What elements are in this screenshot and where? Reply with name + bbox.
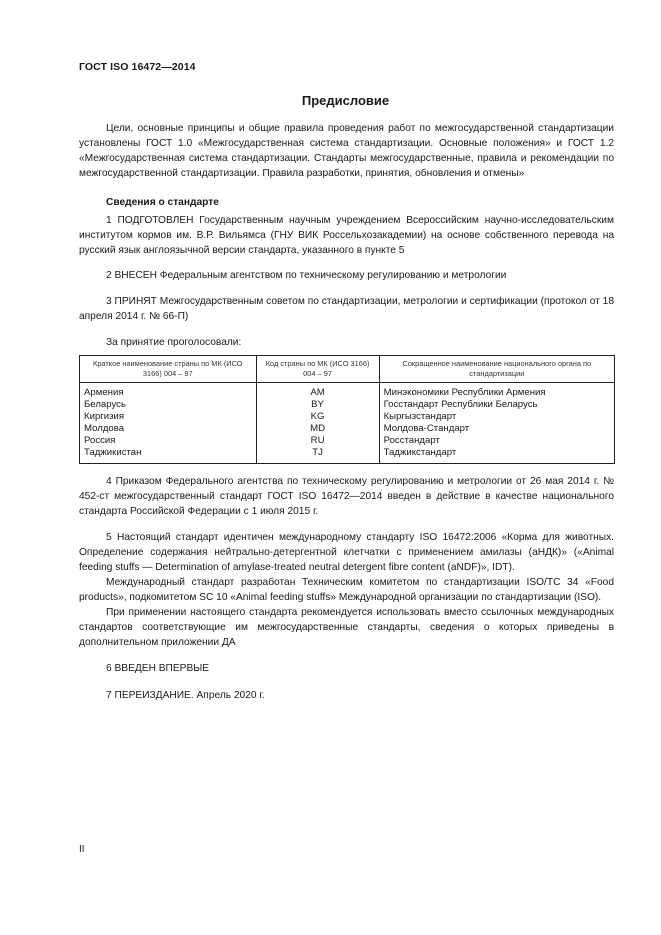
voting-table [79, 355, 615, 464]
item-5-text-a: 5 Настоящий стандарт идентичен международному стандарту ISO 16472:2006 «Корма для животных. Определение содержания нейтрально-детергентной клетчатки с применением амилазы (аНДК)» («Animal feeding stuffs — Determination of amylase-treated neutral detergent fibre content (aNDF)», IDT). [79, 532, 614, 573]
table-cell-body: Таджикстандарт [379, 447, 614, 464]
table-cell-code: MD [256, 423, 379, 435]
item-7 [79, 688, 614, 703]
table-row [80, 411, 615, 423]
item-1 [79, 213, 614, 258]
item-3 [79, 294, 614, 324]
table-row [80, 383, 615, 400]
item-5-text-c: При применении настоящего стандарта рекомендуется использовать вместо ссылочных международных стандартов соответствующие им межгосударственные стандарты, сведения о которых приведены в дополнительном приложении ДА [79, 607, 614, 648]
table-row [80, 435, 615, 447]
item-5-text-b: Международный стандарт разработан Техническим комитетом по стандартизации ISO/TC 34 «Food products», подкомитетом SC 10 «Animal feeding stuffs» Международной организации по стандартизации (ISO). [79, 577, 614, 603]
vote-intro-text: За принятие проголосовали: [106, 337, 242, 348]
table-cell-country: Беларусь [80, 399, 257, 411]
table-cell-country: Россия [80, 435, 257, 447]
table-cell-code: TJ [256, 447, 379, 464]
item-5 [79, 530, 614, 650]
table-cell-country: Киргизия [80, 411, 257, 423]
table-header-code: Код страны по МК (ИСО 3166) 004 – 97 [256, 356, 379, 383]
section-heading-block [79, 195, 614, 210]
table-cell-code: KG [256, 411, 379, 423]
table-cell-body: Минэкономики Республики Армения [379, 383, 614, 400]
table-row [80, 447, 615, 464]
table-cell-country: Армения [80, 383, 257, 400]
vote-intro [79, 335, 614, 350]
item-4-text: 4 Приказом Федерального агентства по техническому регулированию и метрологии от 26 мая 2014 г. № 452-ст межгосударственный стандарт ГОСТ ISO 16472—2014 введен в действие в качестве национального стандарта Российской Федерации с 1 июля 2015 г. [79, 476, 614, 517]
table-cell-body: Молдова-Стандарт [379, 423, 614, 435]
item-6-text: 6 ВВЕДЕН ВПЕРВЫЕ [106, 663, 210, 674]
item-6 [79, 661, 614, 676]
item-2 [79, 268, 614, 283]
table-cell-code: BY [256, 399, 379, 411]
table-header-country: Краткое наименование страны по МК (ИСО 3166) 004 – 97 [80, 356, 257, 383]
table-cell-code: AM [256, 383, 379, 400]
table-row [80, 423, 615, 435]
item-2-text: 2 ВНЕСЕН Федеральным агентством по техническому регулированию и метрологии [106, 270, 507, 281]
page-number: II [79, 844, 85, 855]
section-heading: Сведения о стандарте [106, 197, 219, 208]
table-cell-country: Таджикистан [80, 447, 257, 464]
table-row [80, 399, 615, 411]
table-cell-body: Кыргызстандарт [379, 411, 614, 423]
item-3-text: 3 ПРИНЯТ Межгосударственным советом по стандартизации, метрологии и сертификации (протокол от 18 апреля 2014 г. № 66-П) [79, 296, 614, 322]
item-1-text: 1 ПОДГОТОВЛЕН Государственным научным учреждением Всероссийским научно-исследовательским институтом кормов им. В.Р. Вильямса (ГНУ ВИК Россельхозакадемии) на основе собственного перевода на русский язык англоязычной версии стандарта, указанного в пункте 5 [79, 215, 614, 256]
item-7-text: 7 ПЕРЕИЗДАНИЕ. Апрель 2020 г. [106, 690, 265, 701]
table-cell-code: RU [256, 435, 379, 447]
intro-paragraph [79, 121, 614, 181]
table-cell-body: Росстандарт [379, 435, 614, 447]
document-code: ГОСТ ISO 16472—2014 [79, 61, 196, 73]
item-4 [79, 474, 614, 519]
page-title: Предисловие [301, 93, 390, 108]
intro-text: Цели, основные принципы и общие правила проведения работ по межгосударственной стандартизации установлены ГОСТ 1.0 «Межгосударственная система стандартизации. Основные положения» и ГОСТ 1.2 «Межгосударственная система стандартизации. Стандарты межгосударственные, правила и рекомендации по межгосударственной стандартизации. Правила разработки, принятия, обновления и отмены» [79, 123, 614, 179]
table-cell-body: Госстандарт Республики Беларусь [379, 399, 614, 411]
table-header-row [80, 356, 615, 383]
table-header-body: Сокращенное наименование национального органа по стандартизации [379, 356, 614, 383]
table-cell-country: Молдова [80, 423, 257, 435]
